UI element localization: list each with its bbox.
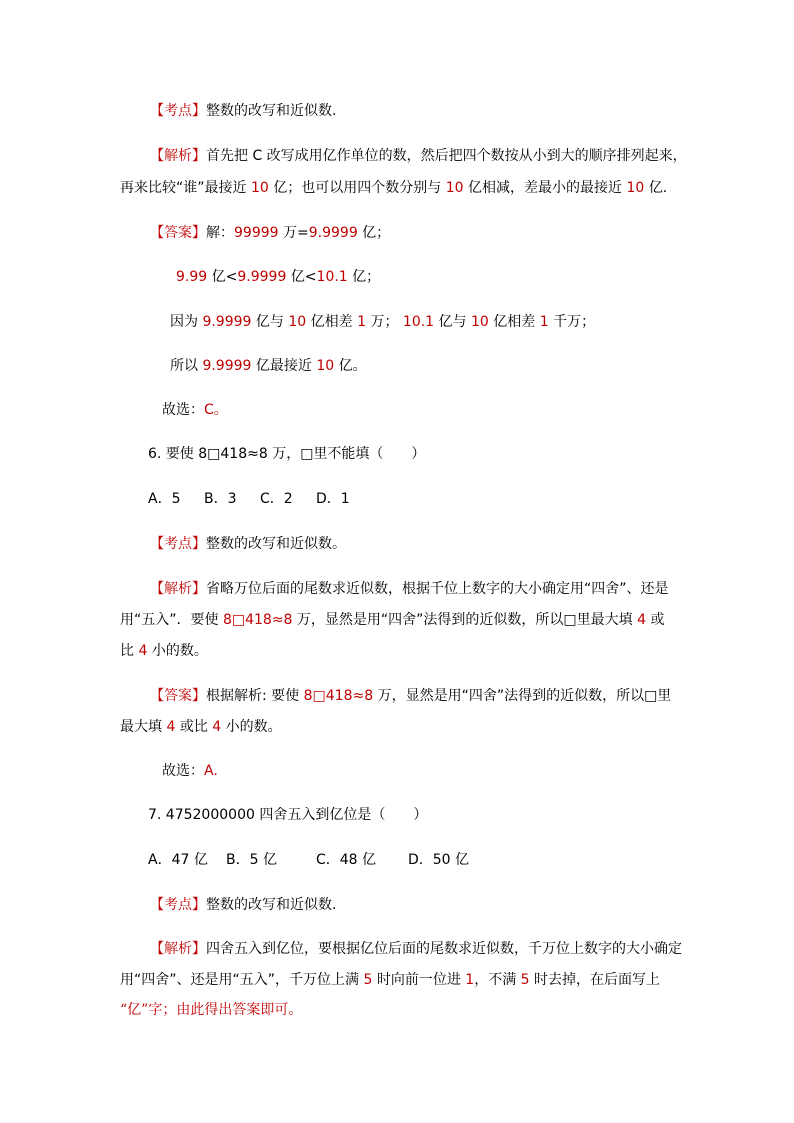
daan-tag: 【答案】: [150, 688, 206, 704]
text: 亿相差: [306, 314, 358, 330]
jiexi-tag: 【解析】: [150, 941, 206, 957]
jiexi-5-line-2: [120, 178, 667, 198]
number: 4: [138, 643, 148, 659]
number: 1: [357, 314, 367, 330]
daan-5-line-5: [162, 400, 228, 420]
text: 时去掉，在后面写上: [529, 972, 661, 988]
text: 根据解析: 要使: [206, 688, 304, 704]
text: 亿。: [334, 358, 367, 374]
daan-5-line-2: [176, 267, 380, 287]
question-6-stem: 6. 要使 8□418≈8 万，□里不能填（ ）: [148, 446, 426, 462]
daan-5-line-3: [170, 312, 595, 332]
text: 所以: [170, 358, 203, 374]
kaodian-text: 整数的改写和近似数.: [206, 897, 337, 913]
number: 9.9999: [202, 314, 252, 330]
kaodian-7: [150, 895, 336, 915]
text: 或比: [175, 719, 213, 735]
text: 亿；: [347, 269, 381, 285]
text: 亿；: [357, 225, 391, 241]
option-d: D．1: [316, 491, 350, 507]
text: 因为: [170, 314, 203, 330]
jiexi-6-line-1: [150, 579, 669, 599]
text: 亿<: [207, 269, 238, 285]
daan-5-line-4: [170, 356, 367, 376]
answer-letter: C: [204, 402, 214, 418]
number: 1: [539, 314, 549, 330]
jiexi-tag: 【解析】: [150, 581, 206, 597]
text: 故选：: [162, 763, 204, 779]
text: 亿最接近: [251, 358, 317, 374]
text: 时向前一位进: [372, 972, 466, 988]
expression: 8□418≈8: [303, 688, 374, 704]
kaodian-tag: 【考点】: [150, 536, 206, 552]
jiexi-text: 首先把 C 改写成用亿作单位的数，然后把四个数按从小到大的顺序排列起来，: [206, 148, 687, 164]
jiexi-7-line-2: [120, 970, 660, 990]
question-7-stem: 7. 4752000000 四舍五入到亿位是（ ）: [148, 807, 428, 823]
option-b: B．3: [204, 491, 237, 507]
option-a: A．5: [148, 491, 181, 507]
text: 解：: [206, 225, 234, 241]
text: 最大填: [120, 719, 167, 735]
number: 10.1: [402, 314, 435, 330]
number: 10: [445, 180, 464, 196]
daan-6-line-3: [162, 761, 218, 781]
option-b: B．5 亿: [226, 852, 277, 868]
daan-tag: 【答案】: [150, 225, 206, 241]
text: 用“四舍”、还是用“五入”，千万位上满: [120, 972, 364, 988]
text: 万=: [278, 225, 309, 241]
text: 小的数。: [221, 719, 282, 735]
text: 万；: [366, 314, 403, 330]
text: 亿.: [644, 180, 668, 196]
jiexi-5-line-1: [150, 146, 687, 166]
daan-5-line-1: [150, 223, 390, 243]
expression: 8□418≈8: [222, 612, 293, 628]
number: 4: [166, 719, 176, 735]
number: 9.9999: [308, 225, 358, 241]
number: 99999: [234, 225, 279, 241]
text: 亿与: [434, 314, 471, 330]
text: 万，显然是用“四舍”法得到的近似数，所以□里最大填: [292, 612, 638, 628]
number: 4: [637, 612, 647, 628]
option-c: C．2: [260, 491, 293, 507]
kaodian-tag: 【考点】: [150, 897, 206, 913]
text: 。: [213, 402, 228, 418]
jiexi-6-line-2: [120, 610, 664, 630]
text: 用“五入”．要使: [120, 612, 223, 628]
text: 亿；也可以用四个数分别与: [268, 180, 446, 196]
text: 亿与: [251, 314, 289, 330]
number: 9.99: [176, 269, 208, 285]
number: 9.9999: [202, 358, 252, 374]
kaodian-text: 整数的改写和近似数。: [206, 536, 346, 552]
number: 10: [626, 180, 645, 196]
number: 10: [316, 358, 335, 374]
option-d: D．50 亿: [408, 852, 470, 868]
daan-6-line-2: [120, 717, 282, 737]
kaodian-5: [150, 101, 336, 121]
text: .: [213, 763, 218, 779]
text: 或: [646, 612, 665, 628]
text: 故选：: [162, 402, 204, 418]
jiexi-6-line-3: [120, 641, 208, 661]
kaodian-tag: 【考点】: [150, 103, 206, 119]
answer-letter: A: [204, 763, 214, 779]
jiexi-tag: 【解析】: [150, 148, 206, 164]
jiexi-text: 省略万位后面的尾数求近似数，根据千位上数字的大小确定用“四舍”、还是: [206, 581, 669, 597]
text: ，不满: [474, 972, 521, 988]
jiexi-text: 四舍五入到亿位，要根据亿位后面的尾数求近似数，千万位上数字的大小确定: [206, 941, 682, 957]
text: 亿<: [286, 269, 317, 285]
text: 小的数。: [147, 643, 208, 659]
text: 千万；: [548, 314, 596, 330]
number: 4: [212, 719, 222, 735]
jiexi-7-line-3: “亿”字；由此得出答案即可。: [120, 1002, 303, 1018]
number: 10.1: [316, 269, 348, 285]
number: 10: [288, 314, 307, 330]
kaodian-text: 整数的改写和近似数.: [206, 103, 337, 119]
text: 亿相减，差最小的最接近: [463, 180, 627, 196]
number: 1: [465, 972, 475, 988]
number: 5: [363, 972, 373, 988]
daan-6-line-1: [150, 686, 671, 706]
number: 10: [250, 180, 269, 196]
text: 万，显然是用“四舍”法得到的近似数，所以□里: [373, 688, 672, 704]
text: 再来比较“谁”最接近: [120, 180, 251, 196]
jiexi-7-line-1: [150, 939, 682, 959]
number: 5: [520, 972, 530, 988]
option-c: C．48 亿: [316, 852, 377, 868]
option-a: A．47 亿: [148, 852, 208, 868]
number: 10: [471, 314, 489, 330]
text: 比: [120, 643, 139, 659]
text: 亿相差: [488, 314, 540, 330]
number: 9.9999: [237, 269, 287, 285]
kaodian-6: [150, 534, 346, 554]
